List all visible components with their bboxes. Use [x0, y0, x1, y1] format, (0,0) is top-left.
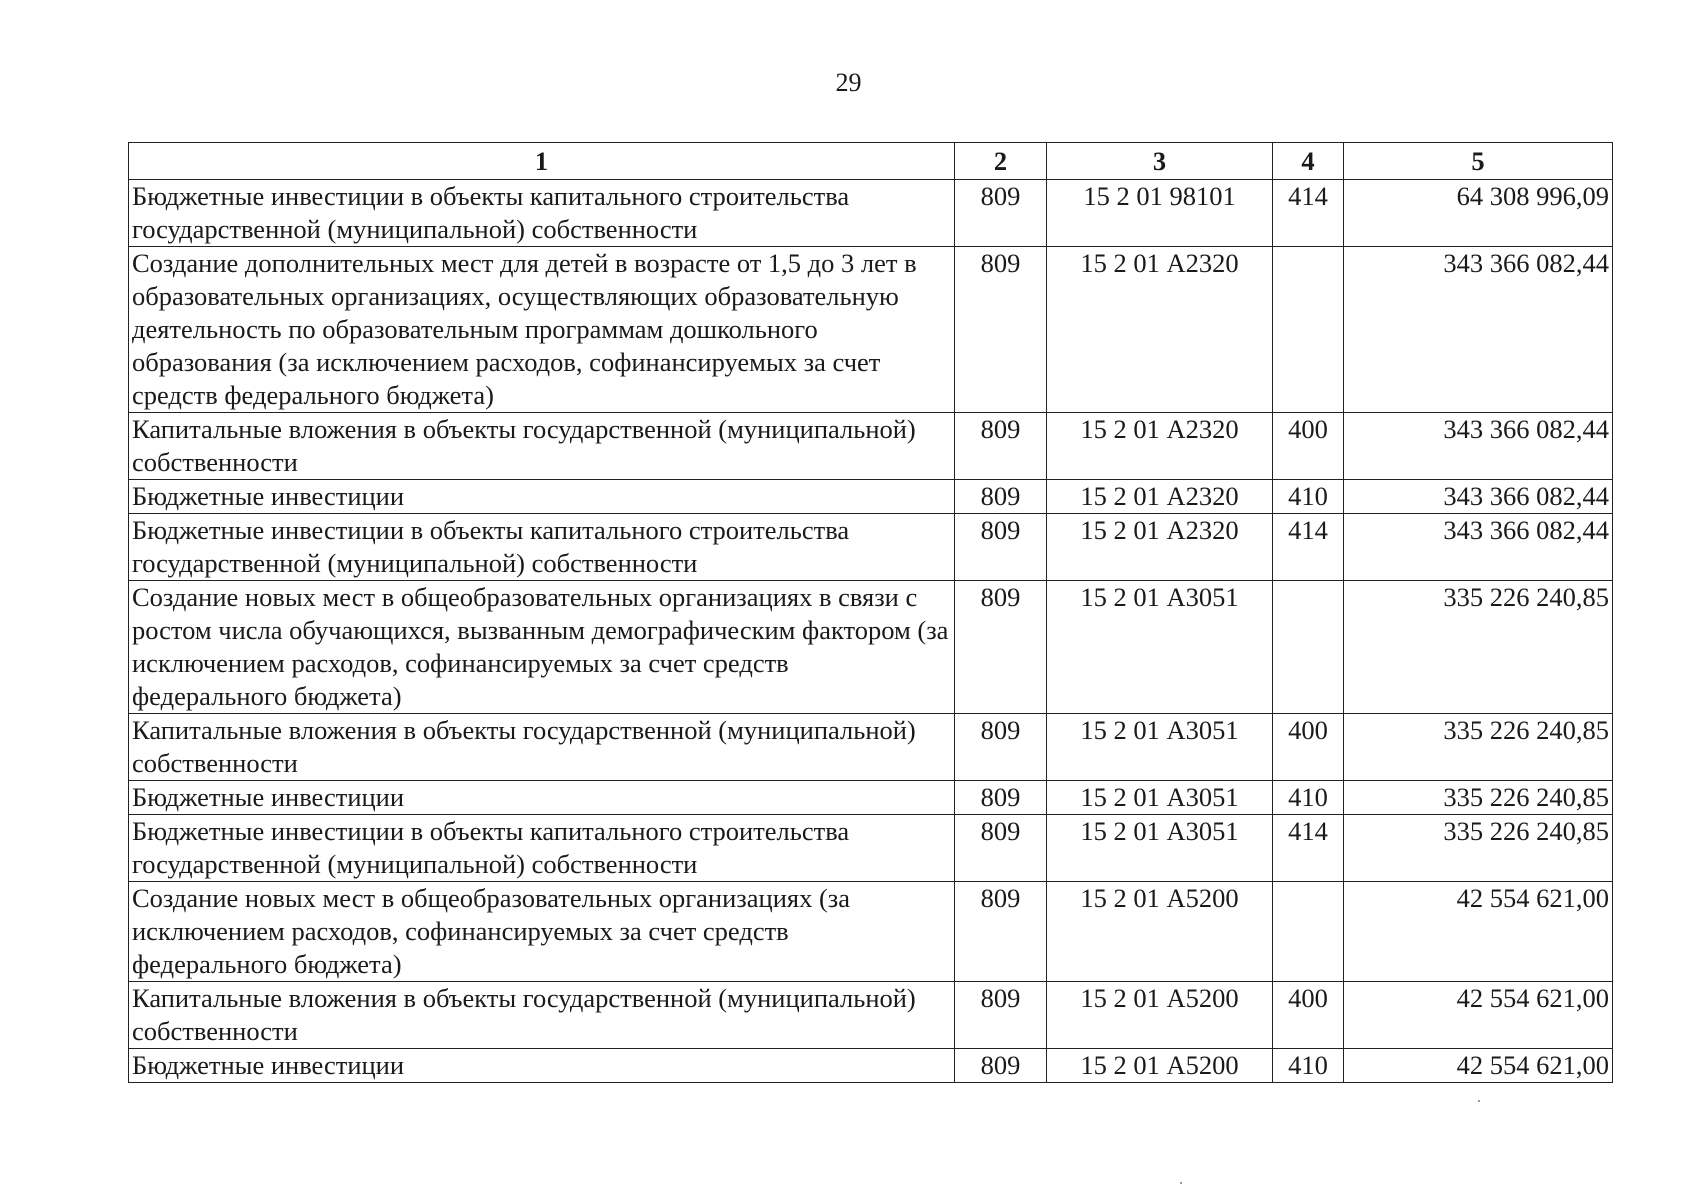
cell-amount: 343 366 082,44 — [1344, 247, 1613, 413]
cell-amount: 335 226 240,85 — [1344, 714, 1613, 781]
table-row — [129, 180, 1613, 247]
table-row — [129, 982, 1613, 1049]
column-header: 4 — [1273, 143, 1344, 180]
cell-department-code: 809 — [955, 815, 1047, 882]
cell-expense-type — [1273, 882, 1344, 982]
cell-target-article: 15 2 01 А2320 — [1047, 514, 1273, 581]
cell-expense-name: Бюджетные инвестиции — [129, 480, 955, 514]
cell-amount: 343 366 082,44 — [1344, 413, 1613, 480]
cell-expense-type: 414 — [1273, 180, 1344, 247]
cell-expense-name: Создание новых мест в общеобразовательных организациях (за исключением расходов, софинансируемых за счет средств федерального бюджета) — [129, 882, 955, 982]
cell-department-code: 809 — [955, 1049, 1047, 1083]
cell-amount: 343 366 082,44 — [1344, 514, 1613, 581]
cell-expense-name: Бюджетные инвестиции в объекты капитального строительства государственной (муниципальной) собственности — [129, 514, 955, 581]
cell-expense-type — [1273, 247, 1344, 413]
cell-expense-name: Бюджетные инвестиции в объекты капитального строительства государственной (муниципальной) собственности — [129, 815, 955, 882]
cell-department-code: 809 — [955, 581, 1047, 714]
table-row — [129, 781, 1613, 815]
column-header: 1 — [129, 143, 955, 180]
cell-target-article: 15 2 01 А5200 — [1047, 882, 1273, 982]
scan-speck — [1478, 1100, 1480, 1102]
cell-target-article: 15 2 01 А2320 — [1047, 480, 1273, 514]
cell-amount: 335 226 240,85 — [1344, 815, 1613, 882]
cell-amount: 335 226 240,85 — [1344, 581, 1613, 714]
cell-expense-type: 414 — [1273, 514, 1344, 581]
cell-expense-name: Бюджетные инвестиции в объекты капитального строительства государственной (муниципальной) собственности — [129, 180, 955, 247]
cell-expense-name: Капитальные вложения в объекты государственной (муниципальной) собственности — [129, 982, 955, 1049]
column-header: 2 — [955, 143, 1047, 180]
cell-expense-name: Бюджетные инвестиции — [129, 1049, 955, 1083]
cell-expense-type: 400 — [1273, 982, 1344, 1049]
cell-expense-name: Бюджетные инвестиции — [129, 781, 955, 815]
cell-target-article: 15 2 01 А2320 — [1047, 413, 1273, 480]
cell-expense-type — [1273, 581, 1344, 714]
cell-amount: 64 308 996,09 — [1344, 180, 1613, 247]
cell-expense-name: Создание новых мест в общеобразовательных организациях в связи с ростом числа обучающихся, вызванным демографическим фактором (за исключением расходов, софинансируемых за счет средств федерального бюджета) — [129, 581, 955, 714]
cell-target-article: 15 2 01 А3051 — [1047, 714, 1273, 781]
cell-expense-type: 410 — [1273, 781, 1344, 815]
cell-expense-type: 400 — [1273, 413, 1344, 480]
table-row — [129, 413, 1613, 480]
cell-expense-name: Капитальные вложения в объекты государственной (муниципальной) собственности — [129, 714, 955, 781]
cell-expense-type: 400 — [1273, 714, 1344, 781]
cell-department-code: 809 — [955, 982, 1047, 1049]
cell-target-article: 15 2 01 А5200 — [1047, 982, 1273, 1049]
cell-expense-type: 410 — [1273, 1049, 1344, 1083]
cell-target-article: 15 2 01 А3051 — [1047, 581, 1273, 714]
table-body — [129, 180, 1613, 1083]
table-row — [129, 514, 1613, 581]
cell-amount: 42 554 621,00 — [1344, 982, 1613, 1049]
table-row — [129, 581, 1613, 714]
table-row — [129, 247, 1613, 413]
cell-department-code: 809 — [955, 413, 1047, 480]
cell-department-code: 809 — [955, 180, 1047, 247]
cell-target-article: 15 2 01 98101 — [1047, 180, 1273, 247]
table-row — [129, 480, 1613, 514]
cell-department-code: 809 — [955, 247, 1047, 413]
cell-department-code: 809 — [955, 882, 1047, 982]
cell-department-code: 809 — [955, 514, 1047, 581]
budget-table — [128, 142, 1613, 1083]
column-header: 5 — [1344, 143, 1613, 180]
cell-expense-name: Создание дополнительных мест для детей в возрасте от 1,5 до 3 лет в образовательных организациях, осуществляющих образовательную деятельность по образовательным программам дошкольного образования (за исключением расходов, софинансируемых за счет средств федерального бюджета) — [129, 247, 955, 413]
cell-target-article: 15 2 01 А5200 — [1047, 1049, 1273, 1083]
cell-amount: 42 554 621,00 — [1344, 1049, 1613, 1083]
cell-expense-type: 414 — [1273, 815, 1344, 882]
table-row — [129, 1049, 1613, 1083]
cell-expense-name: Капитальные вложения в объекты государственной (муниципальной) собственности — [129, 413, 955, 480]
table-row — [129, 882, 1613, 982]
table-row — [129, 815, 1613, 882]
cell-target-article: 15 2 01 А3051 — [1047, 815, 1273, 882]
cell-department-code: 809 — [955, 480, 1047, 514]
cell-department-code: 809 — [955, 781, 1047, 815]
cell-department-code: 809 — [955, 714, 1047, 781]
table-header-row — [129, 143, 1613, 180]
page-number: 29 — [835, 68, 862, 97]
cell-expense-type: 410 — [1273, 480, 1344, 514]
column-header: 3 — [1047, 143, 1273, 180]
table-row — [129, 714, 1613, 781]
cell-amount: 343 366 082,44 — [1344, 480, 1613, 514]
cell-target-article: 15 2 01 А2320 — [1047, 247, 1273, 413]
cell-amount: 335 226 240,85 — [1344, 781, 1613, 815]
scan-speck — [1180, 1182, 1182, 1184]
cell-target-article: 15 2 01 А3051 — [1047, 781, 1273, 815]
cell-amount: 42 554 621,00 — [1344, 882, 1613, 982]
